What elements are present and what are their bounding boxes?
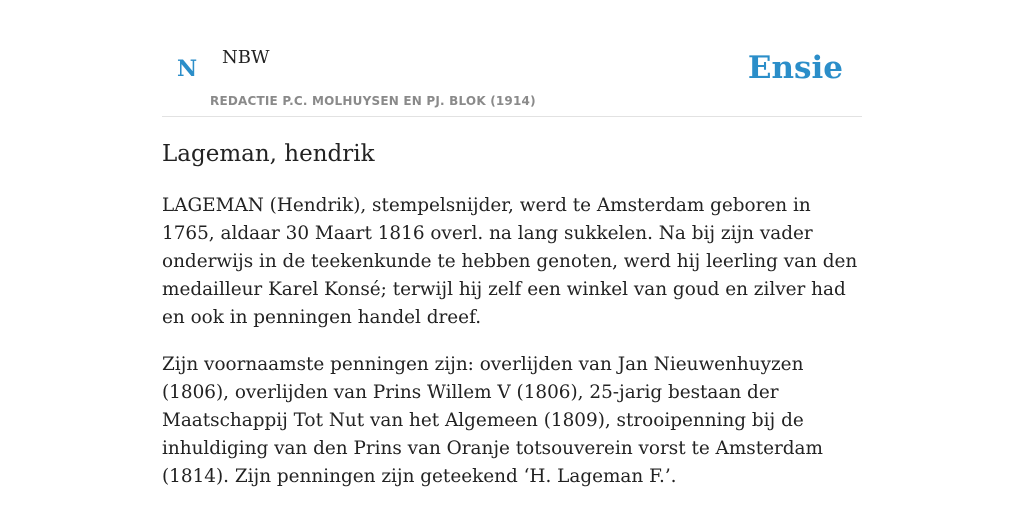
header: [162, 0, 862, 117]
source-logo[interactable]: N: [177, 56, 198, 82]
brand-logo-link[interactable]: Ensie: [747, 50, 843, 86]
source-subtitle: REDACTIE P.C. MOLHUYSEN EN PJ. BLOK (1914): [210, 94, 536, 108]
article-paragraph: LAGEMAN (Hendrik), stempelsnijder, werd te Amsterdam geboren in 1765, aldaar 30 Maart 1816 overl. na lang sukkelen. Na bij zijn vader onderwijs in de teekenkunde te hebben genoten, werd hij leerling van den medailleur Karel Konsé; terwijl hij zelf een winkel van goud en zilver had en ook in penningen handel dreef.: [162, 195, 858, 328]
article: [162, 138, 862, 491]
article-title: Lageman, hendrik: [162, 141, 375, 167]
source-name[interactable]: NBW: [222, 47, 270, 68]
article-paragraph: Zijn voornaamste penningen zijn: overlijden van Jan Nieuwenhuyzen (1806), overlijden van Prins Willem V (1806), 25-jarig bestaan der Maatschappij Tot Nut van het Algemeen (1809), strooipenning bij de inhuldiging van den Prins van Oranje totsouverein vorst te Amsterdam (1814). Zijn penningen zijn geteekend ‘H. Lageman F.’.: [162, 354, 823, 487]
